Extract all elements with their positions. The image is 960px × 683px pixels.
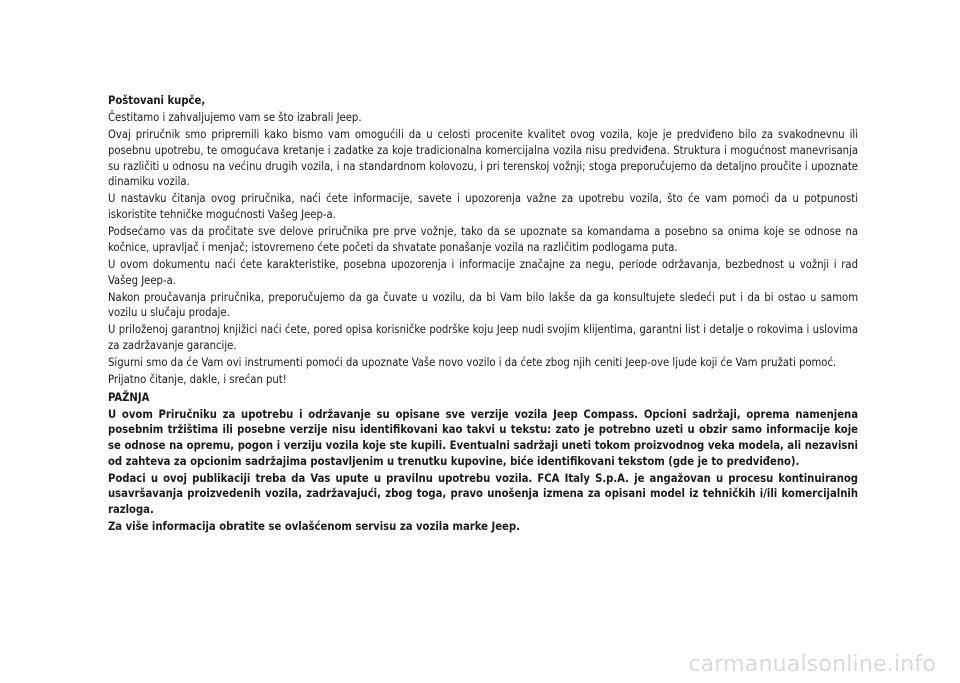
intro-paragraph-3: U nastavku čitanja ovog priručnika, naći ćete informacije, savete i upozorenja važne za upotrebu vozila, što će vam pomoći da u potpunosti iskoristite tehničke mogućnosti Vašeg Jeep-a. <box>108 192 858 221</box>
intro-paragraph-6: Nakon proučavanja priručnika, preporučujemo da ga čuvate u vozilu, da bi Vam bilo lakše da ga konsultujete sledeći put i da bi ostao u samom vozilu u slučaju prodaje. <box>108 290 858 320</box>
intro-paragraph-4: Podsećamo vas da pročitate sve delove priručnika pre prve vožnje, tako da se upoznate sa komandama a posebno sa onima koje se odnose na kočnice, upravljač i menjač; istovremeno ćete početi da shvatate ponašanje vozila na različitim podlogama puta. <box>108 225 858 254</box>
intro-paragraph-5: U ovom dokumentu naći ćete karakteristike, posebna upozorenja i informacije značajne za negu, periode održavanja, bezbednost u vožnji i rad Vašeg Jeep-a. <box>108 257 858 287</box>
notice-paragraph-1: U ovom Priručniku za upotrebu i održavanje su opisane sve verzije vozila Jeep Compass. Opcioni sadržaji, oprema namenjena posebnim tržištima ili posebne verzije nisu identifikovani kao takvi u tekstu: zato je potrebno uzeti u obzir samo informacije koje se odnose na opremu, pogon i verziju vozila koje ste kupili. Eventualni sadržaji uneti tokom proizvodnog veka modela, ali nezavisni od zahteva za opcionim sadržajima postavljenim u trenutku kupovine, biće identifikovani tekstom (gde je to predviđeno). <box>108 407 858 468</box>
intro-paragraph-2: Ovaj priručnik smo pripremili kako bismo vam omogućili da u celosti procenite kvalitet ovog vozila, koje je predviđeno bilo za svakodnevnu ili posebnu upotrebu, te omogućava kretanje i zadatke za koje tradicionalna komercijalna vozila nisu predviđena. Struktura i mogućnost manevrisanja su različiti u odnosu na većinu drugih vozila, i na standardnom kolovozu, i pri terenskoj vožnji; stoga preporučujemo da detaljno proučite i upoznate dinamiku vozila. <box>108 128 858 189</box>
intro-paragraph-8: Sigurni smo da će Vam ovi instrumenti pomoći da upoznate Vaše novo vozilo i da ćete zbog njih ceniti Jeep-ove ljude koji će Vam pružati pomoć. <box>108 356 837 370</box>
manual-intro-page <box>108 93 858 536</box>
watermark: carmanualsonline.info <box>688 652 936 677</box>
notice-paragraph-2: Podaci u ovoj publikaciji treba da Vas upute u pravilnu upotrebu vozila. FCA Italy S.p.A. je angažovan u procesu kontinuiranog usavršavanja proizvedenih vozila, zadržavajući, zbog toga, pravo unošenja izmena za opisani model iz tehničkih i/ili komercijalnih razloga. <box>108 471 858 516</box>
notice-paragraph-3: Za više informacija obratite se ovlašćenom servisu za vozila marke Jeep. <box>108 520 520 534</box>
intro-paragraph-9: Prijatno čitanje, dakle, i srećan put! <box>108 373 287 387</box>
intro-paragraph-1: Čestitamo i zahvaljujemo vam se što izabrali Jeep. <box>108 111 362 125</box>
intro-paragraph-7: U priloženoj garantnoj knjižici naći ćete, pored opisa korisničke podrške koju Jeep nudi svojim klijentima, garantni list i detalje o rokovima i uslovima za zadržavanje garancije. <box>108 323 858 353</box>
notice-heading: PAŽNJA <box>108 390 150 404</box>
salutation: Poštovani kupče, <box>108 94 206 107</box>
